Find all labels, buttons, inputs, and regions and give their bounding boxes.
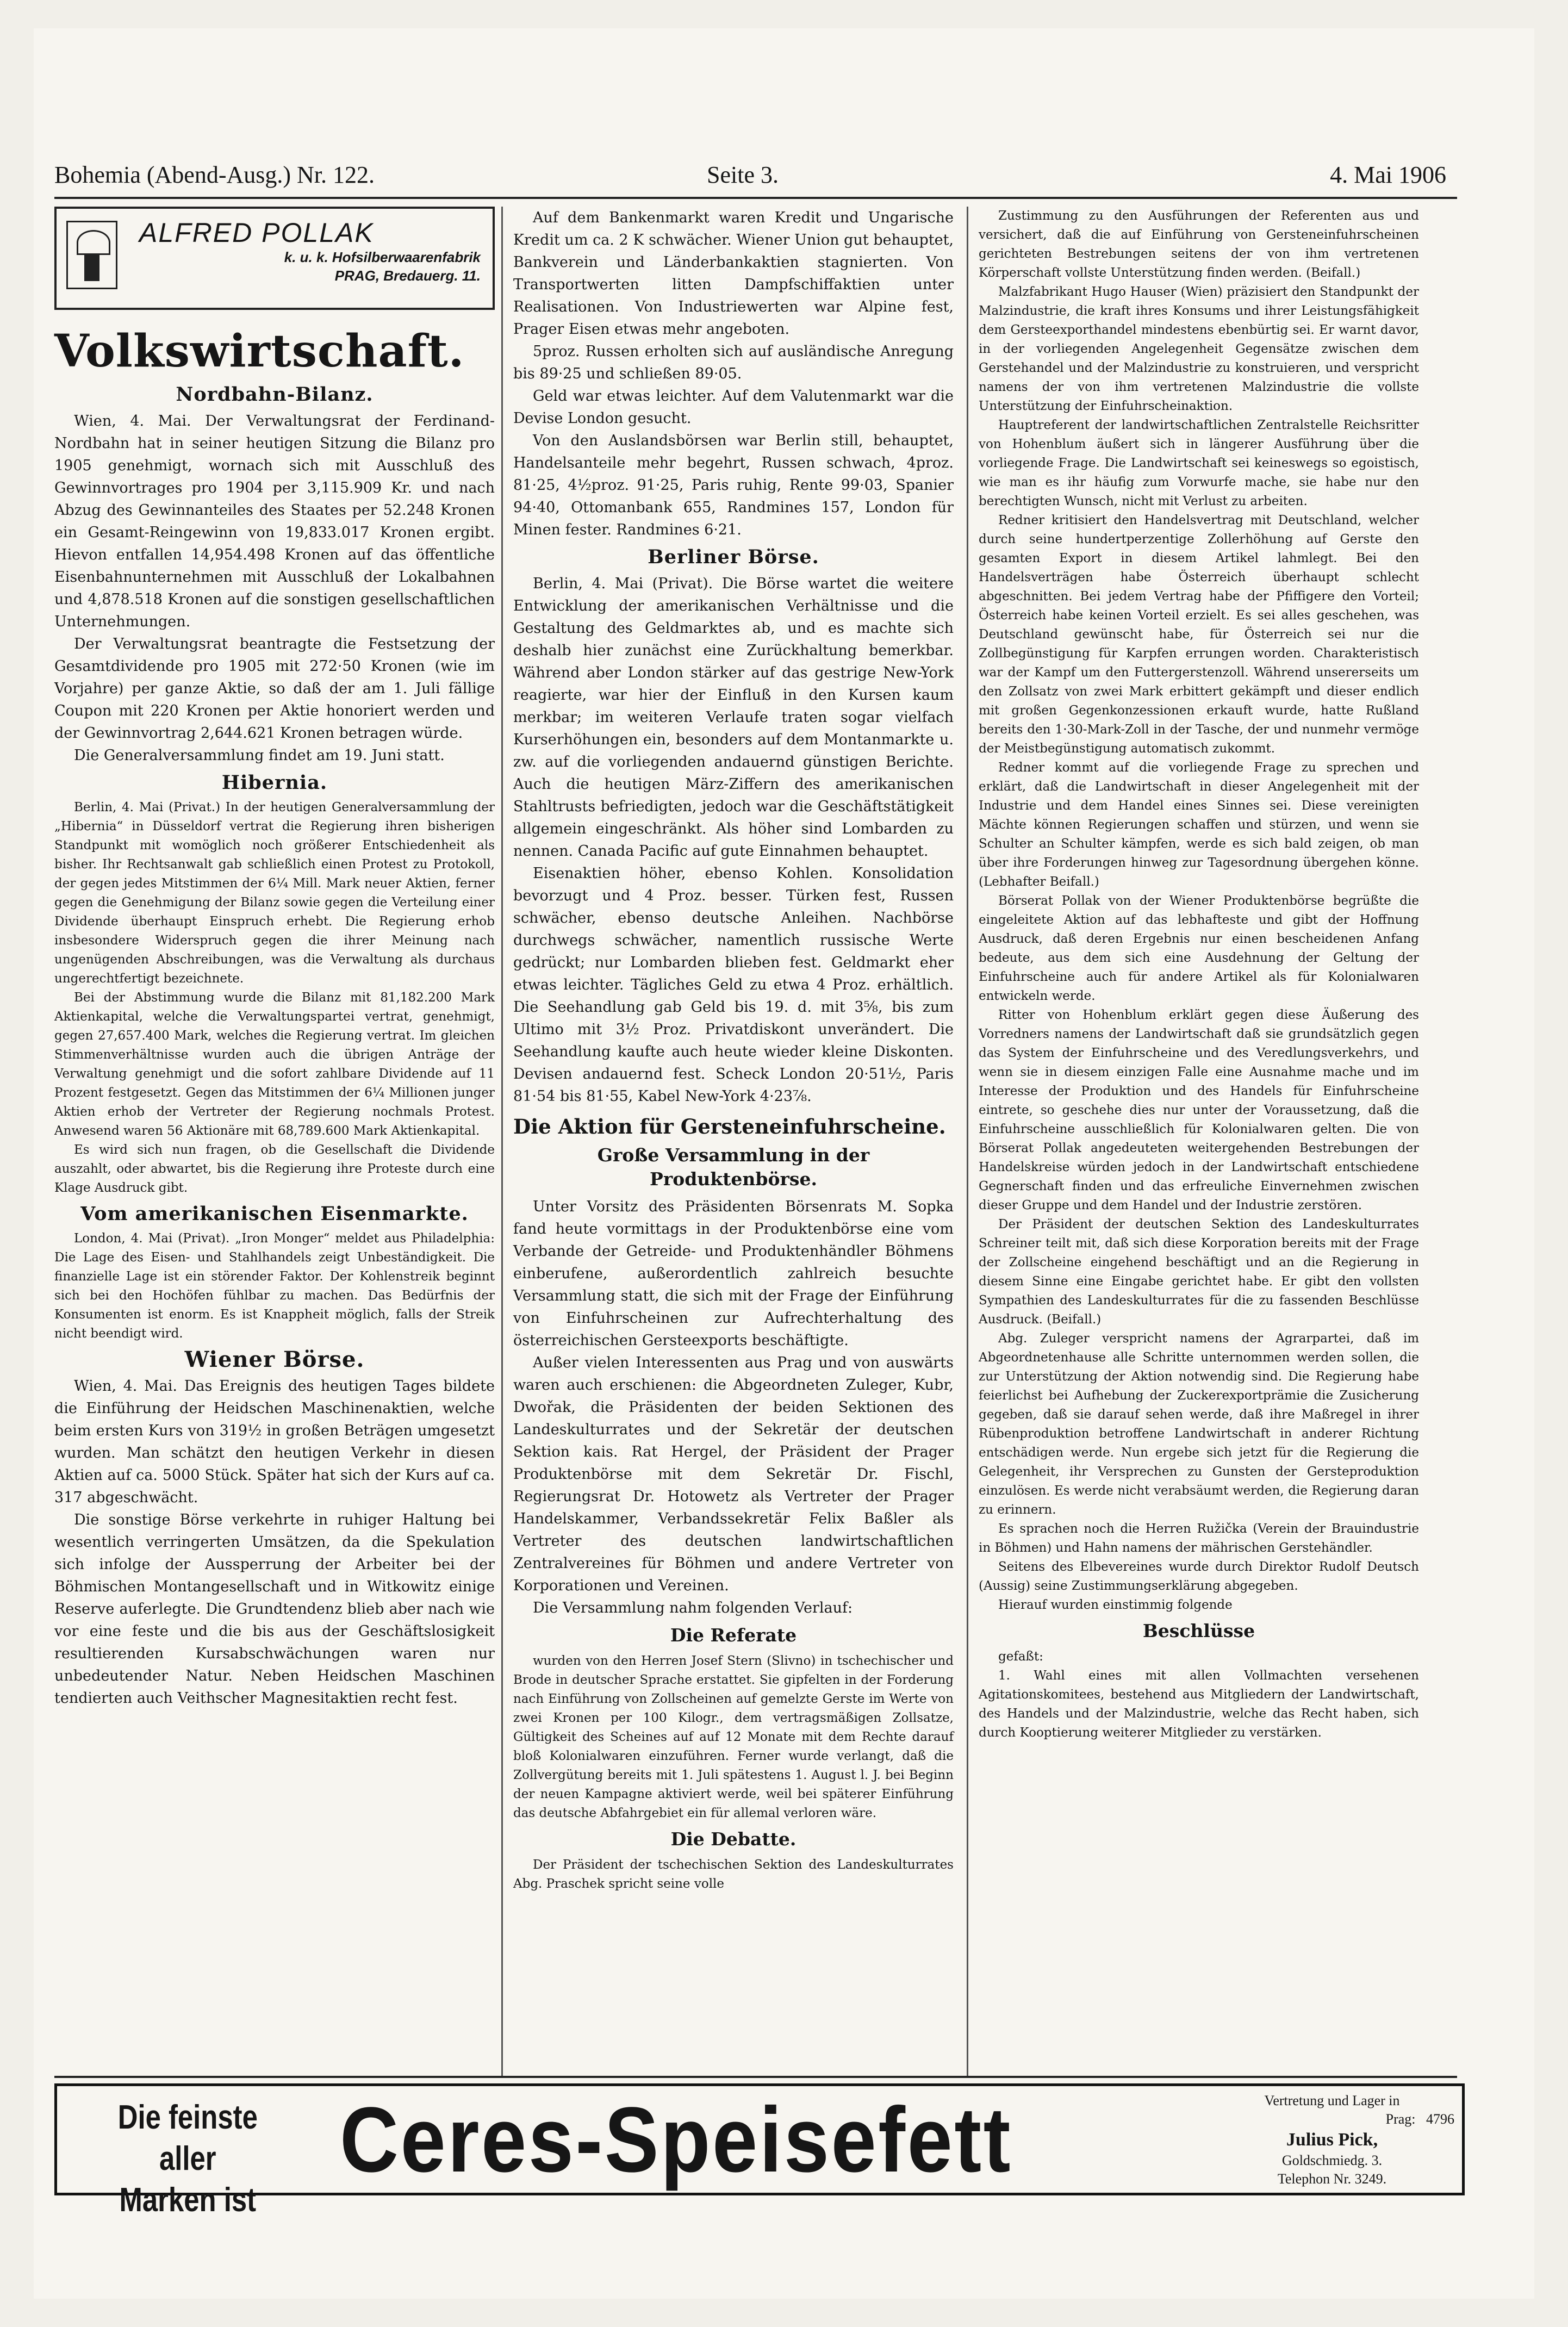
- article-paragraph: Wien, 4. Mai. Der Verwaltungsrat der Ferdinand-Nordbahn hat in seiner heutigen Sitzung die Bilanz pro 1905 genehmigt, wornach sich mit Ausschluß des Gewinnvortrages pro 1904 per 3,115.909 Kr. und nach Abzug des Gewinnanteiles des Staates per 52.248 Kronen ein Gesamt-Reingewinn von 19,833.017 Kronen ergibt. Hievon entfallen 14,954.498 Kronen auf das öffentliche Eisenbahnunternehmen mit Ausschluß der Lokalbahnen und 4,878.518 Kronen auf die sonstigen gesellschaftlichen Unternehmungen.: [54, 413, 495, 630]
- article-paragraph: Eisenaktien höher, ebenso Kohlen. Konsolidation bevorzugt und 4 Proz. besser. Türken fest, Russen schwächer, ebenso deutsche Anleihen. Nachbörse durchwegs schwächer, namentlich russische Werte gedrückt; nur Lombarden blieben fest. Geldmarkt eher etwas leichter. Tägliches Geld zu etwa 4 Proz. erhältlich. Die Seehandlung gab Geld bis 19. d. mit 3⅝, bis zum Ultimo mit 3½ Proz. Privatdiskont unverändert. Die Seehandlung kaufte auch heute wieder kleine Diskonten. Devisen andauernd fest. Scheck London 20·51½, Paris 81·54 bis 81·55, Kabel New-York 4·23⅞.: [513, 865, 954, 1105]
- article-subheading: Die Debatte.: [670, 1828, 797, 1850]
- article-heading: Wiener Börse.: [184, 1347, 365, 1372]
- article-paragraph: Hauptreferent der landwirtschaftlichen Zentralstelle Reichsritter von Hohenblum äußert sich in längerer Ausführung über die vorliegende Frage. Die Landwirtschaft sei keineswegs so egoistisch, wie man es ihr häufig zum Vorwurfe mache, sie habe nur den berechtigten Wunsch, nicht mit Verlust zu arbeiten.: [979, 418, 1419, 508]
- article-subheading: Große Versammlung in der Produktenbörse.: [597, 1144, 870, 1190]
- ad-representation: Vertretung und Lager in: [1264, 2093, 1400, 2108]
- ad-contact-block: [1210, 2092, 1454, 2188]
- article-paragraph: Es wird sich nun fragen, ob die Gesellschaft die Dividende auszahlt, oder abwartet, bis die Regierung ihre Proteste durch eine Klage Ausdruck gibt.: [54, 1143, 495, 1195]
- article-paragraph: Der Präsident der deutschen Sektion des Landeskulturrates Schreiner teilt mit, daß sich diese Korporation bereits mit der Frage der Zollscheine eingehend beschäftigt und an die Regierung in diesem Sinne eine Eingabe gerichtet habe. Er gibt den vollsten Sympathien des Landeskulturrates für die zu fassenden Beschlüsse Ausdruck. (Beifall.): [979, 1217, 1419, 1327]
- article-heading: Nordbahn-Bilanz.: [176, 383, 374, 406]
- ad-tagline-line2: Marken ist: [119, 2181, 257, 2219]
- article-paragraph: London, 4. Mai (Privat). „Iron Monger“ meldet aus Philadelphia: Die Lage des Eisen- und Stahlhandels zeigt Unbeständigkeit. Die finanzielle Lage ist ein störender Faktor. Der Kohlenstreik beginnt sich bei den Hochöfen fühlbar zu machen. Das Bedürfnis der Konsumenten ist enorm. Es ist Knappheit möglich, falls der Streik nicht beendigt wird.: [54, 1231, 495, 1341]
- header-date: 4. Mai 1906: [1330, 161, 1446, 188]
- column-1: [54, 207, 495, 1709]
- page-header: [54, 155, 1446, 194]
- article-paragraph: Hierauf wurden einstimmig folgende: [998, 1598, 1233, 1612]
- ad-company-type: k. u. k. Hofsilberwaarenfabrik: [284, 249, 481, 265]
- footer-rule: [54, 2076, 1457, 2078]
- column-divider: [967, 207, 968, 2077]
- article-paragraph: Redner kritisiert den Handelsvertrag mit Deutschland, welcher durch seine hundertperzentige Zollerhöhung auf Gerste den gesamten Export in diesem Artikel lahmlegt. Bei den Handelsverträgen habe Österreich überhaupt schlecht abgeschnitten. Bei jedem Vertrag habe der Pfiffigere den Vorteil; Österreich habe keinen Vorteil erzielt. Es sei alles geschehen, was Deutschland gewünscht habe, für Österreich sei nur die Zollbegünstigung für Karpfen errungen worden. Charakteristisch war der Kampf um den Futtergerstenzoll. Während unsererseits um den Zollsatz von zwei Mark erbittert gekämpft und dieser endlich mit großen Gegenkonzessionen erkauft wurde, hatte Rußland bereits den 1·30-Mark-Zoll in der Tasche, der und nunmehr vermöge der Meistbegünstigung automatisch zukommt.: [979, 513, 1419, 756]
- article-paragraph: gefaßt:: [998, 1650, 1043, 1664]
- article-paragraph: Die Versammlung nahm folgenden Verlauf:: [533, 1600, 853, 1616]
- ad-address: Goldschmiedg. 3.: [1281, 2152, 1383, 2168]
- article-paragraph: Die sonstige Börse verkehrte in ruhiger Haltung bei wesentlich verringerten Umsätzen, da die Spekulation sich infolge der Aussperrung der Arbeiter bei der Böhmischen Montangesellschaft und in Witkowitz einige Reserve auferlegte. Die Grundtendenz blieb aber nach wie vor eine feste und die bis aus der Geschäftslosigkeit resultierenden Kursabschwächungen waren nur unbedeutender Natur. Neben Heidschen Maschinen tendierten auch Veithscher Magnesitaktien recht fest.: [54, 1511, 495, 1707]
- ad-company-address: PRAG, Bredauerg. 11.: [334, 267, 481, 284]
- article-paragraph: Malzfabrikant Hugo Hauser (Wien) präzisiert den Standpunkt der Malzindustrie, die kraft ihres Konsums und ihrer Leistungsfähigkeit dem Gersteexporthandel mindestens ebenbürtig sei. Er warnt davor, in der vorliegenden Angelegenheit Gegensätze zwischen dem Gerstehandel und der Malzindustrie zu konstruieren, und verspricht namens der von ihm vertretenen Malzindustrie die vollste Unterstützung der Einfuhrscheinaktion.: [979, 285, 1419, 413]
- ad-tagline-line1: Die feinste aller: [117, 2099, 258, 2177]
- ad-city-label: Prag:: [1385, 2111, 1416, 2127]
- article-paragraph: Redner kommt auf die vorliegende Frage zu sprechen und erklärt, daß die Landwirtschaft in dieser Angelegenheit mit der Industrie und dem Handel eines Sinnes sei. Diese vereinigten Mächte können Regierungen schaffen und stürzen, und wenn sie Schulter an Schulter kämpfen, werde es sich bald zeigen, ob man über ihre Forderungen hinweg zur Tagesordnung übergehen könne. (Lebhafter Beifall.): [979, 761, 1419, 889]
- ad-merchant-name: Julius Pick,: [1286, 2130, 1378, 2150]
- header-rule: [54, 197, 1457, 199]
- pollak-advertisement: [54, 207, 495, 310]
- column-3: [979, 207, 1419, 1743]
- section-title: Volkswirtschaft.: [54, 325, 465, 377]
- article-paragraph: Abg. Zuleger verspricht namens der Agrarpartei, daß im Abgeordnetenhause alle Schritte unternommen werden sollen, die zur Unterstützung der Aktion notwendig sind. Die Regierung habe feierlichst bei Aufhebung der Zuckerexportprämie die Zusicherung gegeben, daß sie darauf sehen werde, daß ihre Maßregel in ihrer Rübenproduktion betroffene Landwirtschaft in anderer Richtung entschädigen werde. Nun ergebe sich jetzt für die Regierung die Gelegenheit, ihr Versprechen zu Gunsten der Gersteproduktion einzulösen. Es werde nicht verabsäumt werden, die Regierung daran zu erinnern.: [979, 1332, 1419, 1517]
- article-paragraph: Geld war etwas leichter. Auf dem Valutenmarkt war die Devise London gesucht.: [513, 388, 954, 427]
- article-heading: Berliner Börse.: [648, 546, 819, 568]
- article-paragraph: Börserat Pollak von der Wiener Produktenbörse begrüßte die eingeleitete Aktion auf das lebhafteste und gibt der Hoffnung Ausdruck, daß deren Ergebnis nur einen bescheidenen Anfang bedeute, aus dem sich eine Ausdehnung der Geltung der Einfuhrscheine auch für andere Artikel als für Kolonialwaren entwickeln werde.: [979, 894, 1419, 1003]
- header-masthead: Bohemia (Abend-Ausg.) Nr. 122.: [54, 161, 375, 188]
- article-paragraph: wurden von den Herren Josef Stern (Slivno) in tschechischer und Brode in deutscher Sprache erstattet. Sie gipfelten in der Forderung nach Einführung von Zollscheinen auf gemelzte Gerste im Werte von zwei Kronen per 100 Kilogr., dem vertragsmäßigen Zollsatze, Gültigkeit des Scheines auf auf 12 Monate mit dem Rechte darauf bloß Kolonialwaren einzuführen. Ferner wurde verlangt, daß die Zollvergütung bereits mit 1. Juli spätestens 1. August l. J. bei Beginn der neuen Kampagne aktiviert werde, weil bei späterer Einführung das deutsche Abfahrgebiet ein für allemal verloren wäre.: [513, 1654, 954, 1820]
- article-paragraph: Es sprachen noch die Herren Ružička (Verein der Brauindustrie in Böhmen) und Hahn namens der mährischen Gerstehändler.: [979, 1522, 1419, 1555]
- article-subheading: Beschlüsse: [1142, 1620, 1255, 1641]
- article-paragraph: Berlin, 4. Mai (Privat). Die Börse wartet die weitere Entwicklung der amerikanischen Verhältnisse und die Gestaltung des Geldmarktes ab, und es machte sich deshalb hier zunächst eine Zurückhaltung bemerkbar. Während aber London stärker auf das gestrige New-York reagierte, war hier der Einfluß in den Kursen kaum merkbar; im weiteren Verlaufe traten sogar vielfach Kurserhöhungen ein, besonders auf dem Montanmarkte u. zw. auf die vorliegenden andauernd günstigen Berichte. Auch die heutigen März-Ziffern des amerikanischen Stahltrusts befriedigten, jedoch war die Geschäftstätigkeit allgemein eingeschränkt. Als höher sind Lombarden zu nennen. Canada Pacific auf gute Einnahmen behauptet.: [513, 575, 954, 860]
- article-paragraph: Bei der Abstimmung wurde die Bilanz mit 81,182.200 Mark Aktienkapital, welche die Verwaltungspartei vertrat, genehmigt, gegen 27,657.400 Mark, welches die Regierung vertrat. Im gleichen Stimmenverhältnisse wurden auch die übrigen Anträge der Verwaltung genehmigt und die sofort zahlbare Dividende auf 11 Prozent festgesetzt. Gegen das Mitstimmen der 6¼ Millionen junger Aktien erhob der Vertreter der Regierung nochmals Protest. Anwesend waren 56 Aktionäre mit 68,789.600 Mark Aktienkapital.: [54, 991, 495, 1138]
- article-heading: Vom amerikanischen Eisenmarkte.: [80, 1203, 469, 1225]
- article-paragraph: Außer vielen Interessenten aus Prag und von auswärts waren auch erschienen: die Abgeordneten Zuleger, Kubr, Dwořak, die Präsidenten der beiden Sektionen des Landeskulturrates und der Sekretär der deutschen Sektion kais. Rat Hergel, der Präsident der Prager Produktenbörse mit dem Sekretär Dr. Fischl, Regierungsrat Dr. Hotowetz als Vertreter der Prager Handelskammer, Verbandssekretär Felix Baßler als Vertreter des deutschen landwirtschaftlichen Zentralvereines für Böhmen und andere Vertreter von Korporationen und Vereinen.: [513, 1354, 954, 1594]
- article-paragraph: Berlin, 4. Mai (Privat.) In der heutigen Generalversammlung der „Hibernia“ in Düsseldorf vertrat die Regierung ihren bisherigen Standpunkt mit womöglich noch größerer Entschiedenheit als bisher. Ihr Rechtsanwalt gab schließlich einen Protest zu Protokoll, der gegen jedes Mitstimmen der 6¼ Mill. Mark neuer Aktien, ferner gegen die Genehmigung der Bilanz sowie gegen die Verteilung einer Dividende überhaupt Einspruch erhebt. Die Regierung erhob insbesondere Widerspruch gegen die ihrer Meinung nach ungenügenden Abschreibungen, was die Verwaltung als durchaus ungerechtfertigt bezeichnete.: [54, 800, 495, 986]
- ad-tagline: [92, 2097, 284, 2221]
- article-paragraph: Auf dem Bankenmarkt waren Kredit und Ungarische Kredit um ca. 2 K schwächer. Wiener Union gut behauptet, Bankverein und Länderbankaktien stagnierten. Von Transportwerten litten Dampfschiffaktien unter Realisationen. Von Industriewerten war Alpine fest, Prager Eisen etwas mehr angeboten.: [513, 209, 954, 338]
- article-paragraph: Der Präsident der tschechischen Sektion des Landeskulturrates Abg. Praschek spricht seine volle: [513, 1858, 954, 1891]
- article-paragraph: Von den Auslandsbörsen war Berlin still, behauptet, Handelsanteile mehr begehrt, Russen schwach, 4proz. 81·25, 4½proz. 91·25, Paris ruhig, Rente 99·03, Spanier 94·40, Ottomanbank 655, Randmines 157, London für Minen fester. Randmines 6·21.: [513, 432, 954, 538]
- header-page-number: Seite 3.: [707, 161, 779, 188]
- article-heading: Die Aktion für Gersteneinfuhrscheine.: [513, 1115, 946, 1138]
- ad-brand-name: Ceres-Speisefett: [340, 2088, 1012, 2192]
- ad-company-name: ALFRED POLLAK: [139, 217, 374, 248]
- article-paragraph: Seitens des Elbevereines wurde durch Direktor Rudolf Deutsch (Aussig) seine Zustimmungserklärung abgegeben.: [979, 1560, 1419, 1593]
- ad-number: 4796: [1426, 2111, 1454, 2127]
- article-heading: Hibernia.: [221, 771, 328, 794]
- article-paragraph: 5proz. Russen erholten sich auf ausländische Anregung bis 89·25 und schließen 89·05.: [513, 343, 954, 382]
- ad-city: [1210, 2110, 1454, 2129]
- article-paragraph: Zustimmung zu den Ausführungen der Referenten aus und versichert, daß die auf Einführung von Gersteneinfuhrscheinen gerichteten Bestrebungen seitens der von ihm vertretenen Körperschaft vollste Unterstützung finden werden. (Beifall.): [979, 209, 1419, 280]
- article-paragraph: Die Generalversammlung findet am 19. Juni statt.: [74, 747, 445, 764]
- article-paragraph: Wien, 4. Mai. Das Ereignis des heutigen Tages bildete die Einführung der Heidschen Maschinenaktien, welche beim ersten Kurs von 319½ in großen Beträgen umgesetzt wurden. Man schätzt den heutigen Verkehr in diesen Aktien auf ca. 5000 Stück. Später hat sich der Kurs auf ca. 317 abgeschwächt.: [54, 1378, 495, 1506]
- article-paragraph: Der Verwaltungsrat beantragte die Festsetzung der Gesamtdividende pro 1905 mit 272·50 Kronen (wie im Vorjahre) per ganze Aktie, so daß der am 1. Juli fällige Coupon mit 220 Kronen per Aktie honoriert werden und der Gewinnvortrag 2,644.621 Kronen betragen würde.: [54, 636, 495, 742]
- ad-phone: Telephon Nr. 3249.: [1277, 2171, 1387, 2187]
- article-paragraph: 1. Wahl eines mit allen Vollmachten versehenen Agitationskomitees, bestehend aus Mitgliedern der Landwirtschaft, des Handels und der Malzindustrie, welche das Recht haben, sich durch Kooptierung weiterer Mitglieder zu verstärken.: [979, 1669, 1419, 1740]
- article-subheading: Die Referate: [670, 1625, 797, 1646]
- coat-of-arms-icon: [66, 221, 117, 289]
- article-paragraph: Unter Vorsitz des Präsidenten Börsenrats M. Sopka fand heute vormittags in der Produktenbörse eine vom Verbande der Getreide- und Produktenhändler Böhmens einberufene, außerordentlich zahlreich besuchte Versammlung statt, die sich mit der Frage der Einführung von Einfuhrscheinen zur Aufrechterhaltung des österreichischen Gersteexports beschäftigte.: [513, 1198, 954, 1349]
- ceres-advertisement: [54, 2083, 1465, 2219]
- column-2: [513, 207, 954, 1894]
- article-paragraph: Ritter von Hohenblum erklärt gegen diese Äußerung des Vorredners namens der Landwirtschaft daß sie grundsätzlich gegen das System der Einfuhrscheine und des Veredlungsverkehrs, und wenn sie in diesem einzigen Falle eine Ausnahme mache und im Interesse der Produktion und des Handels für Einfuhrscheine eintrete, so geschehe dies nur unter der Voraussetzung, daß die Einfuhrscheine ausschließlich für Kolonialwaren gelten. Die von Börserat Pollak angedeuteten weitergehenden Bestrebungen der Handelskreise würden jedoch in der Landwirtschaft entschiedene Gegnerschaft finden und das erfreuliche Einvernehmen zwischen dieser Gruppe und dem Handel und der Industrie zerstören.: [979, 1008, 1419, 1212]
- column-divider: [501, 207, 503, 2077]
